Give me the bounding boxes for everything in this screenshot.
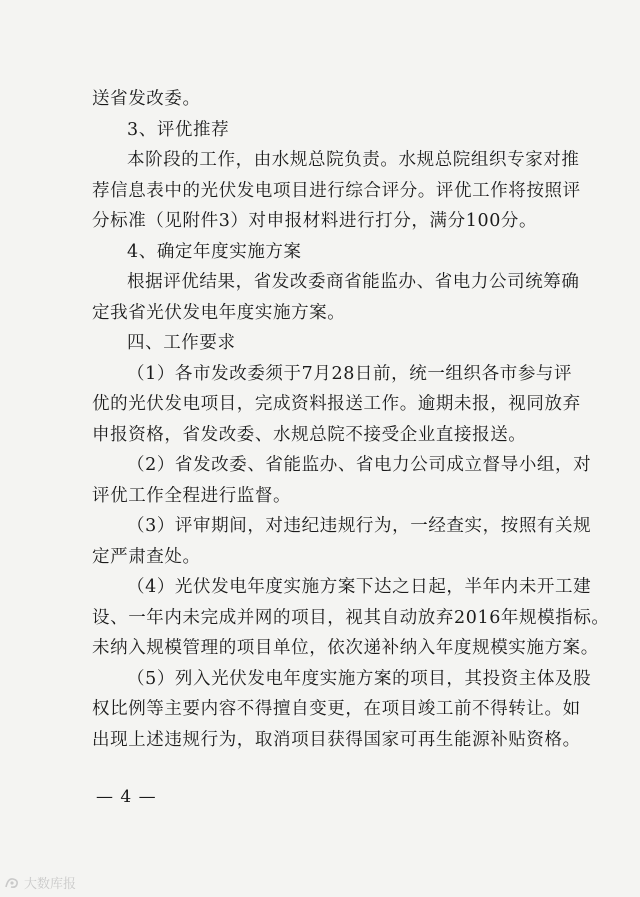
text-line: 四、工作要求 <box>127 333 236 353</box>
text-line: 未纳入规模管理的项目单位，依次递补纳入年度规模实施方案。 <box>92 638 599 658</box>
text-line: 设、一年内未完成并网的项目，视其自动放弃2016年规模指标。 <box>92 607 610 628</box>
watermark <box>4 873 76 892</box>
text-line: 评优工作全程进行监督。 <box>92 485 292 506</box>
text-line: 本阶段的工作，由水规总院负责。水规总院组织专家对推 <box>127 150 580 170</box>
page-number: — 4 — <box>96 787 157 807</box>
text-line: 分标准（见附件3）对申报材料进行打分，满分100分。 <box>92 211 538 231</box>
text-line: （5）列入光伏发电年度实施方案的项目，其投资主体及股 <box>127 668 592 689</box>
document-body <box>92 84 610 755</box>
text-line: 定我省光伏发电年度实施方案。 <box>92 302 346 323</box>
text-line: 4、确定年度实施方案 <box>127 241 302 262</box>
text-line: 根据评优结果，省发改委商省能监办、省电力公司统筹确 <box>127 272 580 292</box>
text-line: 出现上述违规行为，取消项目获得国家可再生能源补贴资格。 <box>92 729 581 750</box>
text-line: 3、评优推荐 <box>127 119 230 140</box>
watermark-text: 大数库报 <box>24 877 77 892</box>
text-line: （4）光伏发电年度实施方案下达之日起，半年内未开工建 <box>127 577 592 597</box>
text-line: 定严肃查处。 <box>92 546 201 567</box>
text-line: 申报资格，省发改委、水规总院不接受企业直接报送。 <box>92 424 527 445</box>
text-line: （2）省发改委、省能监办、省电力公司成立督导小组，对 <box>127 455 592 475</box>
logo-mark-icon <box>4 876 20 890</box>
text-line: 权比例等主要内容不得擅自变更，在项目竣工前不得转让。如 <box>92 699 581 719</box>
text-line: （1）各市发改委须于7月28日前，统一组织各市参与评 <box>127 363 573 384</box>
text-line: 送省发改委。 <box>92 89 201 109</box>
text-line: （3）评审期间，对违纪违规行为，一经查实，按照有关规 <box>127 516 592 536</box>
text-line: 优的光伏发电项目，完成资料报送工作。逾期未报，视同放弃 <box>92 394 581 414</box>
text-line: 荐信息表中的光伏发电项目进行综合评分。评优工作将按照评 <box>92 180 581 201</box>
